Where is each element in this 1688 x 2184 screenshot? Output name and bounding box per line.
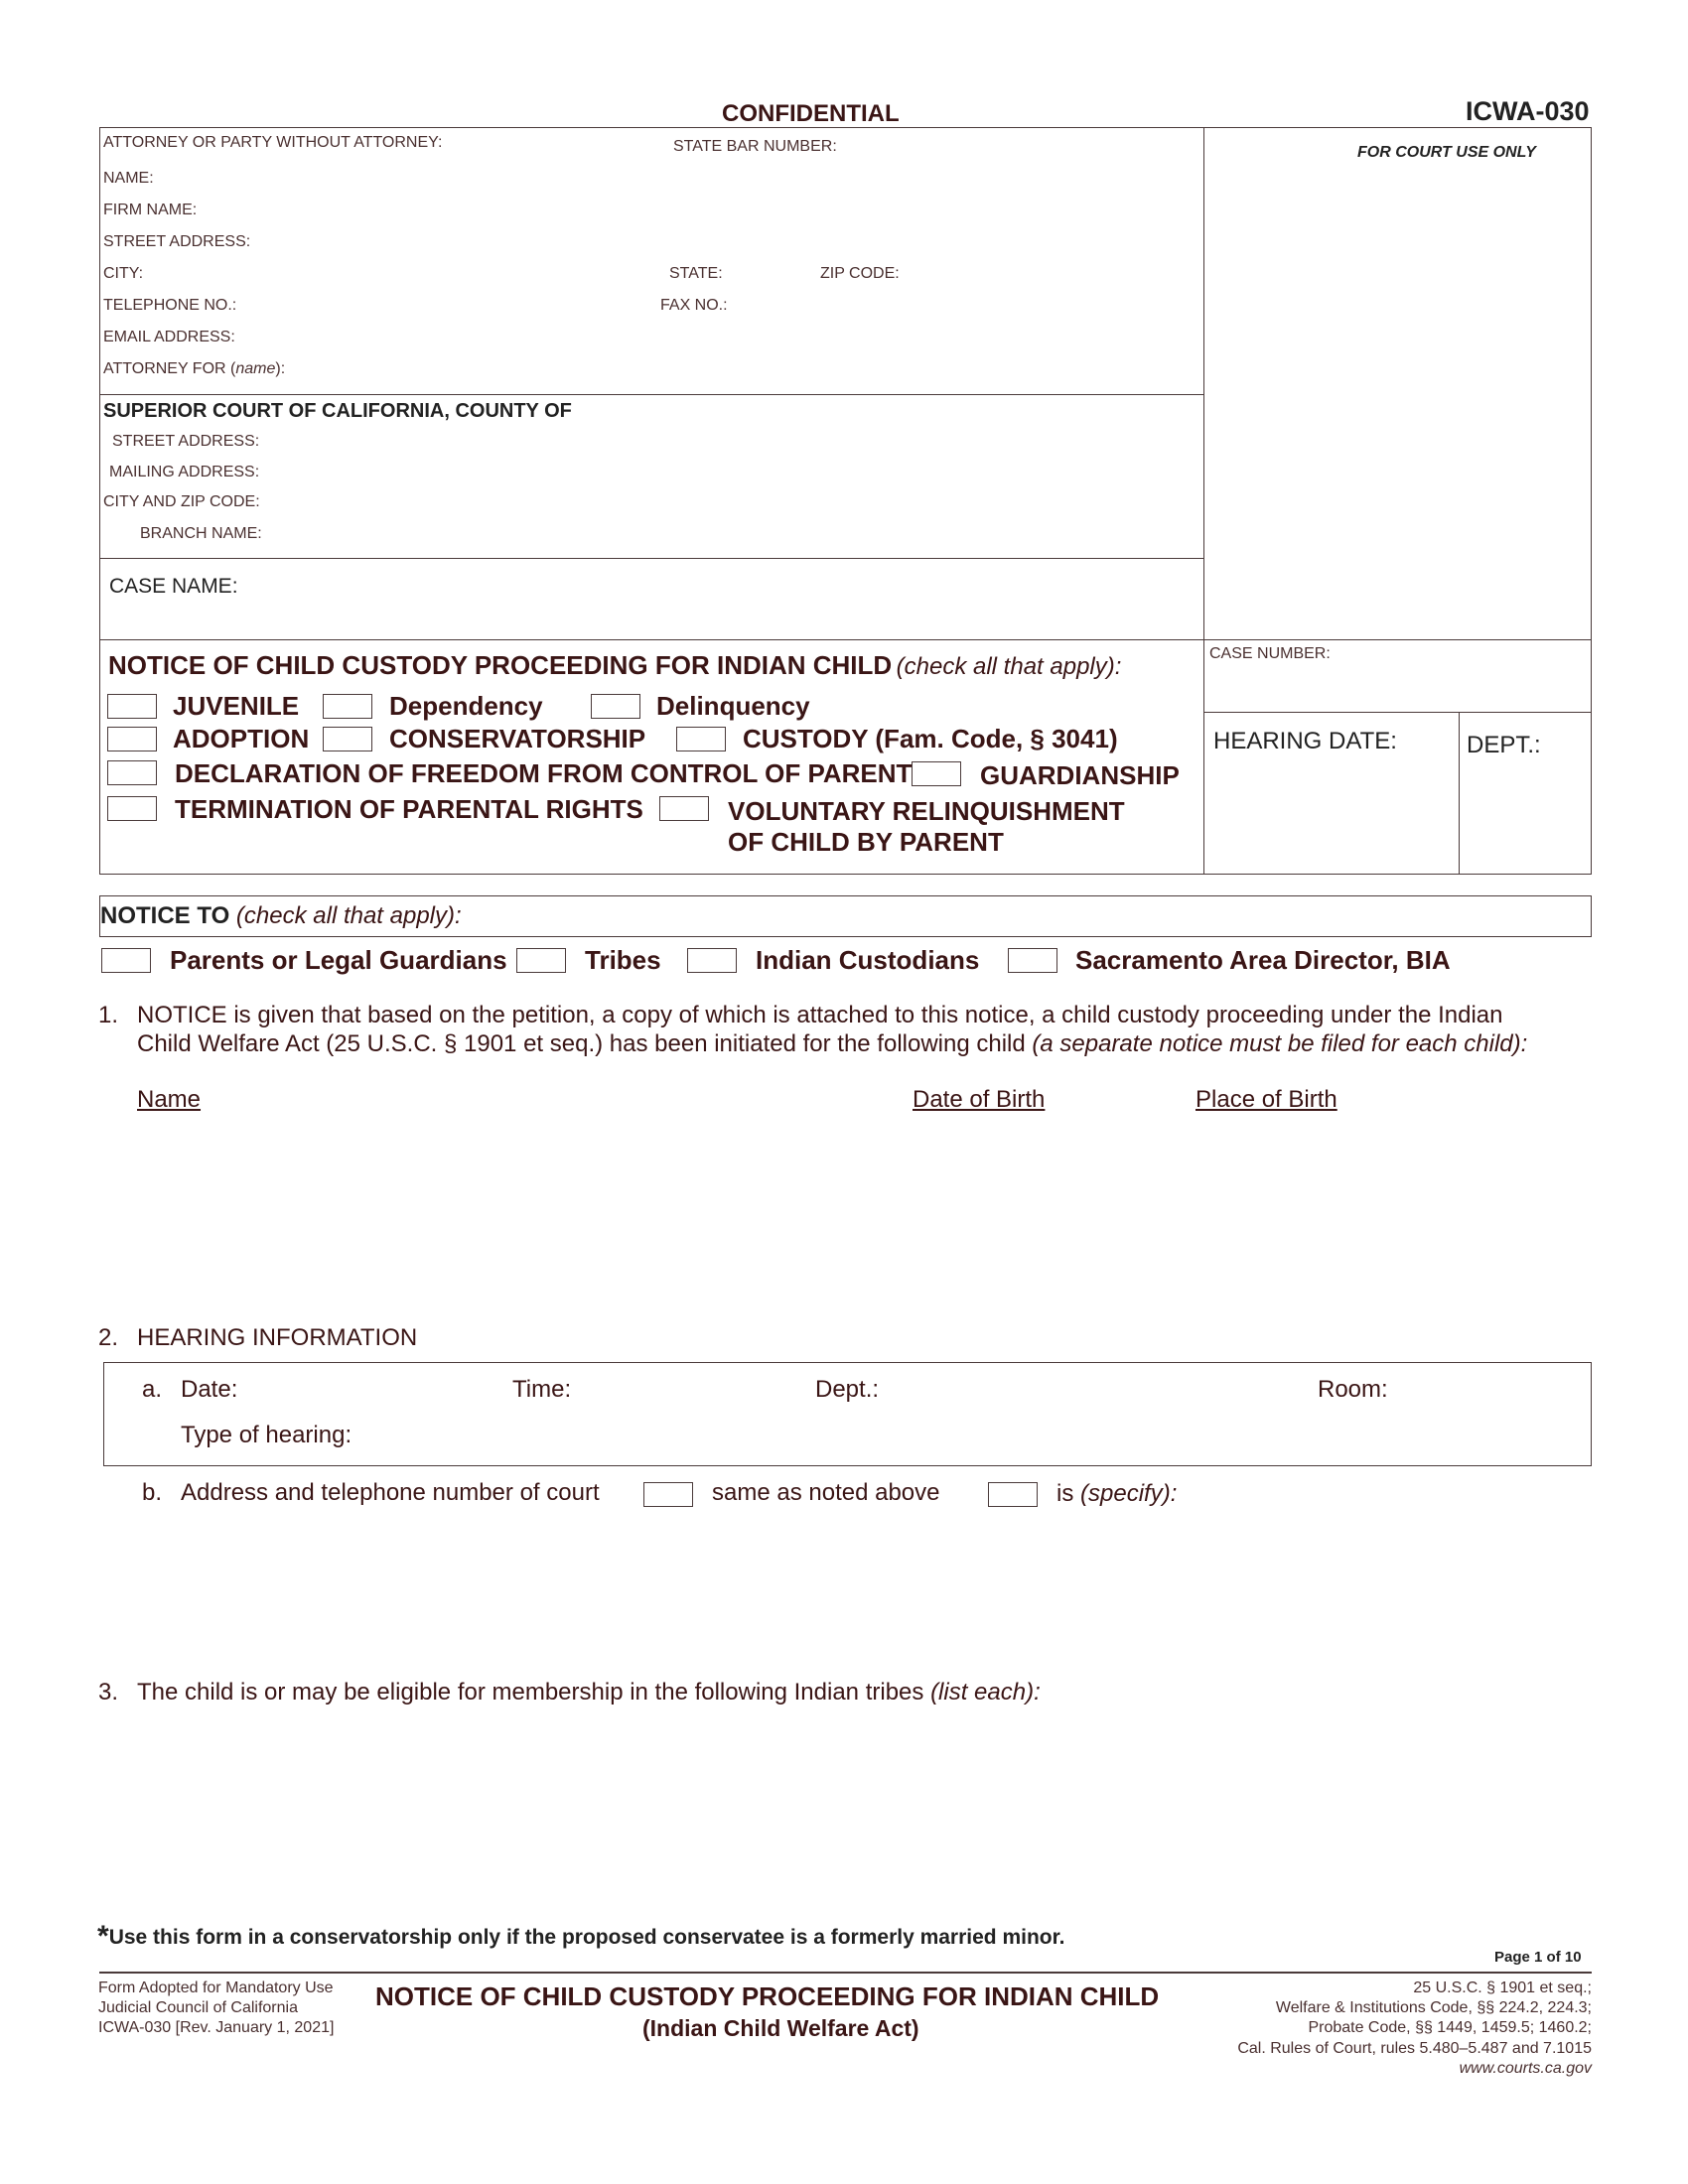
- dependency-label: Dependency: [389, 691, 543, 721]
- voluntary-label-2: OF CHILD BY PARENT: [728, 827, 1004, 857]
- adoption-label: ADOPTION: [173, 724, 310, 753]
- hearing-date-label[interactable]: HEARING DATE:: [1213, 728, 1397, 754]
- item3-text: The child is or may be eligible for membership in the following Indian tribes (list each):: [137, 1679, 1041, 1706]
- tribes-label: Tribes: [585, 945, 661, 975]
- is-specify-label: is (specify):: [1056, 1480, 1178, 1507]
- confidential-label: CONFIDENTIAL: [722, 100, 900, 127]
- court-branch-label[interactable]: BRANCH NAME:: [140, 525, 262, 542]
- guardianship-checkbox[interactable]: [912, 761, 961, 786]
- voluntary-label-1: VOLUNTARY RELINQUISHMENT: [728, 796, 1125, 826]
- form-number: ICWA-030: [1466, 96, 1590, 126]
- court-street-label[interactable]: STREET ADDRESS:: [112, 433, 260, 450]
- item2a-letter: a.: [142, 1376, 163, 1403]
- state-bar-label: STATE BAR NUMBER:: [673, 138, 837, 155]
- item2-number: 2.: [98, 1324, 119, 1351]
- courts-website-link[interactable]: www.courts.ca.gov: [1459, 2060, 1592, 2077]
- juvenile-checkbox[interactable]: [107, 694, 157, 719]
- same-as-above-label: same as noted above: [712, 1479, 940, 1506]
- hearing-date-field[interactable]: Date:: [181, 1376, 238, 1403]
- notice-title: NOTICE OF CHILD CUSTODY PROCEEDING FOR INDIAN CHILD (check all that apply):: [108, 650, 1122, 680]
- parents-checkbox[interactable]: [101, 948, 151, 973]
- item2b-letter: b.: [142, 1479, 163, 1506]
- attorney-street-label[interactable]: STREET ADDRESS:: [103, 233, 251, 250]
- declaration-label: DECLARATION OF FREEDOM FROM CONTROL OF PARENT: [175, 758, 913, 788]
- tribes-checkbox[interactable]: [516, 948, 566, 973]
- ref-line-4: Cal. Rules of Court, rules 5.480–5.487 and 7.1015: [1237, 2040, 1592, 2057]
- ref-line-3: Probate Code, §§ 1449, 1459.5; 1460.2;: [1308, 2019, 1592, 2036]
- court-top-line: [99, 394, 1203, 395]
- attorney-state-label[interactable]: STATE:: [669, 265, 723, 282]
- bia-label: Sacramento Area Director, BIA: [1075, 945, 1451, 975]
- notice-to-label: NOTICE TO (check all that apply):: [100, 902, 462, 929]
- parents-label: Parents or Legal Guardians: [170, 945, 507, 975]
- adopted-line-2: Judicial Council of California: [98, 1999, 298, 2016]
- title-top-line: [99, 639, 1592, 640]
- voluntary-checkbox[interactable]: [659, 796, 709, 821]
- item1-line1: NOTICE is given that based on the petition, a copy of which is attached to this notice, a child custody proceeding under the Indian: [137, 1002, 1503, 1028]
- court-address-label: Address and telephone number of court: [181, 1479, 600, 1506]
- adopted-line-1: Form Adopted for Mandatory Use: [98, 1979, 334, 1996]
- custody-checkbox[interactable]: [676, 727, 726, 751]
- case-number-label[interactable]: CASE NUMBER:: [1209, 645, 1331, 662]
- col-dob-header: Date of Birth: [913, 1086, 1046, 1113]
- hearing-type-field[interactable]: Type of hearing:: [181, 1422, 352, 1448]
- attorney-name-label[interactable]: NAME:: [103, 170, 154, 187]
- hearing-dept-field[interactable]: Dept.:: [815, 1376, 880, 1403]
- hearing-time-field[interactable]: Time:: [512, 1376, 572, 1403]
- dept-divider: [1459, 712, 1460, 875]
- footer-title: NOTICE OF CHILD CUSTODY PROCEEDING FOR INDIAN CHILD: [375, 1981, 1160, 2011]
- telephone-label[interactable]: TELEPHONE NO.:: [103, 297, 237, 314]
- delinquency-label: Delinquency: [656, 691, 810, 721]
- attorney-for-label[interactable]: ATTORNEY FOR (name):: [103, 360, 286, 377]
- item1-line2: Child Welfare Act (25 U.S.C. § 1901 et seq.) has been initiated for the following child (a separate notice must be filed for each child):: [137, 1030, 1528, 1057]
- dependency-checkbox[interactable]: [323, 694, 372, 719]
- dept-label[interactable]: DEPT.:: [1467, 732, 1541, 758]
- custodians-checkbox[interactable]: [687, 948, 737, 973]
- item2-title: HEARING INFORMATION: [137, 1324, 418, 1351]
- fax-label[interactable]: FAX NO.:: [660, 297, 728, 314]
- is-specify-checkbox[interactable]: [988, 1482, 1038, 1507]
- bia-checkbox[interactable]: [1008, 948, 1057, 973]
- casename-top-line: [99, 558, 1203, 559]
- court-title: SUPERIOR COURT OF CALIFORNIA, COUNTY OF: [103, 400, 572, 422]
- footer-rule: [99, 1972, 1592, 1974]
- court-use-only: FOR COURT USE ONLY: [1357, 144, 1536, 161]
- juvenile-label: JUVENILE: [173, 691, 300, 721]
- court-cityzip-label[interactable]: CITY AND ZIP CODE:: [103, 493, 260, 510]
- termination-label: TERMINATION OF PARENTAL RIGHTS: [175, 794, 643, 824]
- caption-divider: [1203, 127, 1204, 875]
- attorney-zip-label[interactable]: ZIP CODE:: [820, 265, 900, 282]
- court-mailing-label[interactable]: MAILING ADDRESS:: [109, 464, 260, 480]
- email-label[interactable]: EMAIL ADDRESS:: [103, 329, 235, 345]
- hearing-room-field[interactable]: Room:: [1318, 1376, 1388, 1403]
- guardianship-label: GUARDIANSHIP: [980, 760, 1180, 790]
- ref-line-2: Welfare & Institutions Code, §§ 224.2, 224.3;: [1275, 1999, 1592, 2016]
- col-pob-header: Place of Birth: [1196, 1086, 1337, 1113]
- item3-number: 3.: [98, 1679, 119, 1706]
- delinquency-checkbox[interactable]: [591, 694, 640, 719]
- case-name-label[interactable]: CASE NAME:: [109, 575, 238, 598]
- termination-checkbox[interactable]: [107, 796, 157, 821]
- same-as-above-checkbox[interactable]: [643, 1482, 693, 1507]
- footer-subtitle: (Indian Child Welfare Act): [642, 2015, 919, 2041]
- attorney-city-label[interactable]: CITY:: [103, 265, 144, 282]
- firm-name-label[interactable]: FIRM NAME:: [103, 202, 198, 218]
- declaration-checkbox[interactable]: [107, 760, 157, 785]
- hearing-top-line: [1203, 712, 1592, 713]
- ref-line-1: 25 U.S.C. § 1901 et seq.;: [1413, 1979, 1592, 1996]
- page-number: Page 1 of 10: [1494, 1949, 1582, 1966]
- attorney-title: ATTORNEY OR PARTY WITHOUT ATTORNEY:: [103, 134, 443, 151]
- adoption-checkbox[interactable]: [107, 727, 157, 751]
- custody-label: CUSTODY (Fam. Code, § 3041): [743, 724, 1118, 753]
- conservatorship-checkbox[interactable]: [323, 727, 372, 751]
- col-name-header: Name: [137, 1086, 202, 1113]
- custodians-label: Indian Custodians: [756, 945, 980, 975]
- adopted-line-3: ICWA-030 [Rev. January 1, 2021]: [98, 2019, 335, 2036]
- footnote: *Use this form in a conservatorship only if the proposed conservatee is a formerly married minor.: [97, 1920, 1065, 1953]
- conservatorship-label: CONSERVATORSHIP: [389, 724, 646, 753]
- item1-number: 1.: [98, 1002, 119, 1028]
